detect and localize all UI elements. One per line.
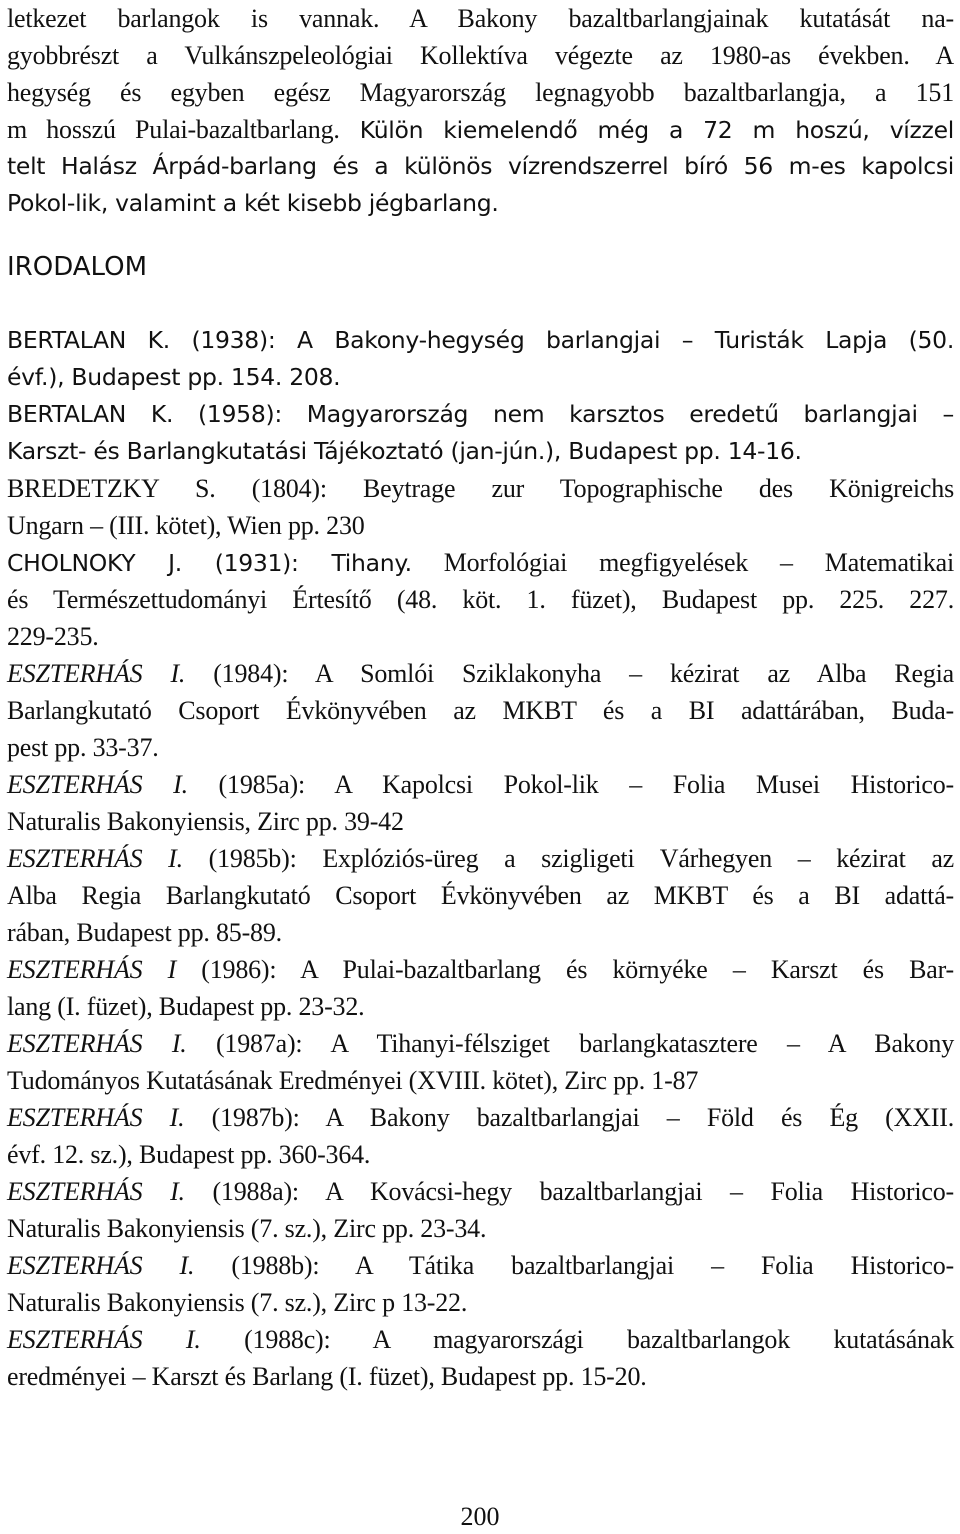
reference-entry — [7, 766, 954, 840]
intro-paragraph — [7, 0, 954, 222]
reference-line: pest pp. 33-37. — [7, 733, 159, 762]
reference-text: (1985a): A Kapolcsi Pokol-lik – Folia Musei Historico- — [187, 770, 954, 799]
reference-line: BREDETZKY S. (1804): Beytrage zur Topographische des Königreichs — [7, 474, 954, 503]
reference-text: (1985b): Explóziós-üreg a szigligeti Várhegyen – kézirat az — [182, 844, 954, 873]
reference-text: (1988c): A magyarországi bazaltbarlangok kutatásának — [200, 1325, 954, 1354]
reference-author: ESZTERHÁS I. — [7, 1029, 187, 1058]
reference-author: ESZTERHÁS I. — [7, 1251, 195, 1280]
intro-line: gyobbrészt a Vulkánszpeleológiai Kollektíva végezte az 1980-as években. A — [7, 41, 954, 70]
intro-line: Pokol-lik, valamint a két kisebb jégbarlang. — [7, 189, 499, 217]
reference-line-mixed — [7, 544, 954, 581]
reference-line: rában, Budapest pp. 85-89. — [7, 918, 282, 947]
bibliography — [7, 322, 954, 1395]
reference-entry — [7, 1247, 954, 1321]
reference-text: (1988a): A Kovácsi-hegy bazaltbarlangjai – Folia Historico- — [184, 1177, 954, 1206]
reference-entry — [7, 655, 954, 766]
reference-part: Morfológiai megfigyelések – Matematikai — [411, 548, 954, 577]
document-page — [7, 0, 954, 1395]
intro-line-part: m hosszú Pulai-bazaltbarlang. — [7, 115, 340, 144]
reference-line: Naturalis Bakonyiensis, Zirc pp. 39-42 — [7, 807, 404, 836]
reference-line: Tudományos Kutatásának Eredményei (XVIII. kötet), Zirc pp. 1-87 — [7, 1066, 699, 1095]
reference-entry — [7, 840, 954, 951]
reference-text: (1986): A Pulai-bazaltbarlang és környéke – Karszt és Bar- — [176, 955, 954, 984]
reference-author: ESZTERHÁS I. — [7, 1177, 185, 1206]
reference-line — [7, 1247, 954, 1284]
reference-author: ESZTERHÁS I. — [7, 1325, 201, 1354]
reference-line: évf. 12. sz.), Budapest pp. 360-364. — [7, 1140, 371, 1169]
reference-line: BERTALAN K. (1958): Magyarország nem karsztos eredetű barlangjai – — [7, 400, 954, 428]
reference-author: ESZTERHÁS I. — [7, 844, 183, 873]
reference-line: 229-235. — [7, 622, 99, 651]
reference-line — [7, 951, 954, 988]
reference-line: évf.), Budapest pp. 154. 208. — [7, 363, 341, 391]
reference-part: CHOLNOKY J. (1931): Tihany. — [7, 549, 412, 577]
intro-line: letkezet barlangok is vannak. A Bakony bazaltbarlangjainak kutatását na- — [7, 4, 954, 33]
intro-line-mixed — [7, 111, 954, 148]
reference-line: BERTALAN K. (1938): A Bakony-hegység barlangjai – Turisták Lapja (50. — [7, 326, 954, 354]
reference-author: ESZTERHÁS I. — [7, 770, 188, 799]
reference-line — [7, 840, 954, 877]
reference-entry — [7, 322, 954, 396]
reference-entry — [7, 1099, 954, 1173]
reference-line: Naturalis Bakonyiensis (7. sz.), Zirc pp. 23-34. — [7, 1214, 487, 1243]
reference-author: ESZTERHÁS I — [7, 955, 177, 984]
reference-entry — [7, 470, 954, 544]
reference-author: ESZTERHÁS I. — [7, 1103, 185, 1132]
reference-line: Alba Regia Barlangkutató Csoport Évkönyvében az MKBT és a BI adattá- — [7, 881, 954, 910]
reference-line — [7, 655, 954, 692]
reference-line — [7, 1173, 954, 1210]
reference-entry — [7, 1025, 954, 1099]
reference-entry — [7, 1173, 954, 1247]
page-number: 200 — [460, 1502, 500, 1531]
reference-line — [7, 1025, 954, 1062]
reference-line: lang (I. füzet), Budapest pp. 23-32. — [7, 992, 365, 1021]
intro-line: hegység és egyben egész Magyarország legnagyobb bazaltbarlangja, a 151 — [7, 78, 954, 107]
reference-entry — [7, 396, 954, 470]
reference-text: (1987a): A Tihanyi-félsziget barlangkatasztere – A Bakony — [186, 1029, 954, 1058]
reference-line: Ungarn – (III. kötet), Wien pp. 230 — [7, 511, 365, 540]
reference-text: (1988b): A Tátika bazaltbarlangjai – Folia Historico- — [194, 1251, 954, 1280]
reference-line — [7, 1321, 954, 1358]
reference-line — [7, 1099, 954, 1136]
section-title: IRODALOM — [7, 252, 148, 282]
reference-line: és Természettudományi Értesítő (48. köt. 1. füzet), Budapest pp. 225. 227. — [7, 585, 954, 614]
reference-entry — [7, 951, 954, 1025]
reference-text: (1987b): A Bakony bazaltbarlangjai – Föld és Ég (XXII. — [184, 1103, 954, 1132]
reference-line — [7, 766, 954, 803]
reference-line: Naturalis Bakonyiensis (7. sz.), Zirc p 13-22. — [7, 1288, 468, 1317]
reference-text: (1984): A Somlói Sziklakonyha – kézirat az Alba Regia — [185, 659, 954, 688]
intro-line-part: Külön kiemelendő még a 72 m hoszú, vízzel — [339, 116, 954, 144]
reference-author: ESZTERHÁS I. — [7, 659, 186, 688]
reference-entry — [7, 544, 954, 655]
reference-line: Barlangkutató Csoport Évkönyvében az MKBT és a BI adattárában, Buda- — [7, 696, 954, 725]
reference-entry — [7, 1321, 954, 1395]
reference-line: Karszt- és Barlangkutatási Tájékoztató (jan-jún.), Budapest pp. 14-16. — [7, 437, 802, 465]
intro-line: telt Halász Árpád-barlang és a különös vízrendszerrel bíró 56 m-es kapolcsi — [7, 152, 954, 180]
reference-line: eredményei – Karszt és Barlang (I. füzet), Budapest pp. 15-20. — [7, 1362, 647, 1391]
